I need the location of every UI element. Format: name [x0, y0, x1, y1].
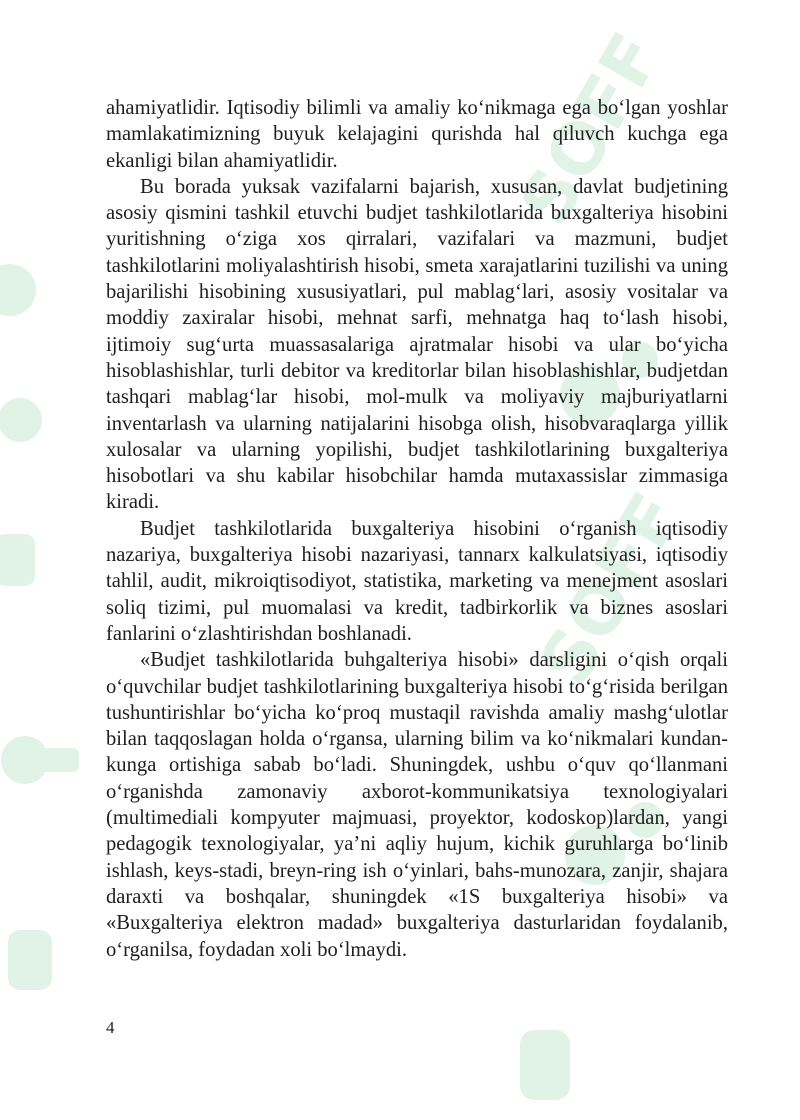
watermark-text-2: SOFF [523, 479, 698, 699]
body-text [106, 95, 728, 963]
page-number: 4 [106, 1018, 115, 1037]
paragraph-3: Budjet tashkilotlarida buxgalteriya hisobini o‘rganish iqtisodiy nazariya, buxgalteriya hisobi nazariyasi, tannarx kalkulatsiyasi, iqtisodiy tahlil, audit, mikroiqtisodiyot, statistika, marketing va menejment asoslari soliq tizimi, pul muomalasi va kredit, tadbirkorlik va biznes asoslari fanlarini o‘zlashtirishdan boshlanadi. [106, 517, 728, 645]
paragraph-2: Bu borada yuksak vazifalarni bajarish, xususan, davlat budjetining asosiy qismini tashkil etuvchi budjet tashkilotlarida buxgalteriya hisobini yuritishning o‘ziga xos qirralari, vazifalari va mazmuni, budjet tashkilotlarini moliyalashtirish hisobi, smeta xarajatlarini tuzilishi va uning bajarilishi hisobining xususiyatlari, pul mablag‘lari, asosiy vositalar va moddiy zaxiralar hisobi, mehnat sarfi, mehnatga haq to‘lash hisobi, ijtimoiy sug‘urta muassasalariga ajratmalar hisobi va ular bo‘yicha hisoblashishlar, turli debitor va kreditorlar bilan hisoblashishlar, budjetdan tashqari mablag‘lar hisobi, mol-mulk va moliyaviy majburiyatlarni inventarlash va ularning natijalarini hisobga olish, hisobvaraqlarga yillik xulosalar va ularning yopilishi, budjet tashkilotlarining buxgalteriya hisobotlari va shu kabilar hisobchilar hamda mutaxassislar zimmasiga kiradi. [106, 175, 728, 514]
paragraph-1: ahamiyatlidir. Iqtisodiy bilimli va amaliy ko‘nikmaga ega bo‘lgan yoshlar mamlakatimizning buyuk kelajagini qurishda hal qiluvch kuchga ega ekanligi bilan ahamiyatlidir. [106, 97, 728, 172]
watermark-text-1: SOFF [503, 19, 678, 239]
paragraph-4: «Budjet tashkilotlarida buhgalteriya hisobi» darsligini o‘qish orqali o‘quvchilar budjet tashkilotlarining buxgalteriya hisobi to‘g‘risida berilgan tushuntirishlar bo‘yicha ko‘proq mustaqil ravishda amaliy mashg‘ulotlar bilan taqqoslagan holda o‘rgansa, ularning bilim va ko‘nikmalari kundan-kunga ortishiga sabab bo‘ladi. Shuningdek, ushbu o‘quv qo‘llanmani o‘rganishda zamonaviy axborot-kommunikatsiya texnologiyalari (multimediali kompyuter majmuasi, proyektor, kodoskop)lardan, yangi pedagogik texnologiyalar, ya’ni aqliy hujum, kichik guruhlarga bo‘linib ishlash, keys-stadi, breyn-ring ish o‘yinlari, bahs-munozara, zanjir, shajara daraxti va boshqalar, shuningdek «1S buxgalteriya hisobi» va «Buxgalteriya elektron madad» buxgalteriya dasturlaridan foydalanib, o‘rganilsa, foydadan xoli bo‘lmaydi. [106, 649, 728, 961]
